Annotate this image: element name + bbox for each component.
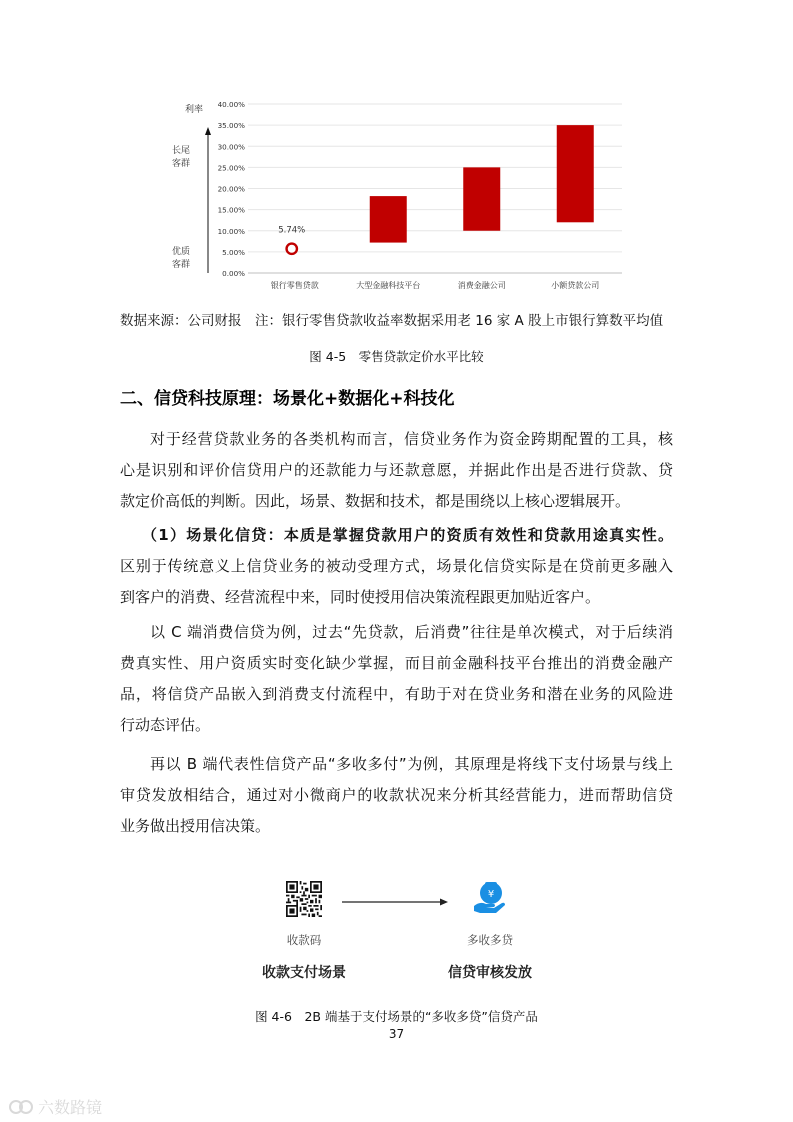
qr-code-icon xyxy=(286,881,322,917)
text-line: 费真实性、用户资质实时变化缺少掌握，而目前金融科技平台推出的消费金融产 xyxy=(120,654,673,672)
y-tick-label: 5.00% xyxy=(222,247,245,257)
y-tick-label: 30.00% xyxy=(217,142,245,152)
text-line: 行动态评估。 xyxy=(120,716,211,734)
svg-text:¥: ¥ xyxy=(487,889,495,900)
watermark-text: 六数路镜 xyxy=(38,1098,103,1117)
text-line: 再以 B 端代表性信贷产品“多收多付”为例，其原理是将线下支付场景与线上 xyxy=(150,755,673,773)
y-tick-label: 15.00% xyxy=(217,205,245,215)
pricing-comparison-chart xyxy=(160,95,630,295)
figure-4-6-caption: 图 4-6 2B 端基于支付场景的“多收多贷”信贷产品 xyxy=(255,1009,538,1024)
paragraph-1 xyxy=(120,424,673,517)
y-tick-label: 35.00% xyxy=(217,121,245,131)
x-tick-label: 银行零售贷款 xyxy=(270,281,319,290)
watermark-logo-icon xyxy=(8,1099,34,1115)
text-line: 对于经营贷款业务的各类机构而言，信贷业务作为资金跨期配置的工具，核 xyxy=(150,430,673,448)
paragraph-4 xyxy=(120,749,673,842)
y-tick-label: 20.00% xyxy=(217,184,245,194)
section-heading: 二、信贷科技原理：场景化+数据化+科技化 xyxy=(120,389,455,409)
paragraph-3 xyxy=(120,617,673,741)
data-point-label: 5.74% xyxy=(278,225,306,236)
text-line: 品，将信贷产品嵌入到消费支付流程中，有助于对在贷业务和潜在业务的风险进 xyxy=(120,685,673,703)
text-line: 以 C 端消费信贷为例，过去“先贷款，后消费”往往是单次模式，对于后续消 xyxy=(150,623,673,641)
figure-4-5-caption: 图 4-5 零售贷款定价水平比较 xyxy=(309,349,484,364)
y-side-label-bottom: 优质 xyxy=(171,247,191,257)
paragraph-2 xyxy=(120,520,673,613)
text-line: 款定价高低的判断。因此，场景、数据和技术，都是围绕以上核心逻辑展开。 xyxy=(120,492,631,510)
qr-code-label: 收款码 xyxy=(286,933,322,947)
text-line: 到客户的消费、经营流程中来，同时使授用信决策流程跟更加贴近客户。 xyxy=(120,588,601,606)
x-tick-label: 大型金融科技平台 xyxy=(356,281,421,290)
x-tick-label: 小额贷款公司 xyxy=(551,281,600,290)
source-note: 数据来源：公司财报 注：银行零售贷款收益率数据采用老 16 家 A 股上市银行算数平均值 xyxy=(120,313,664,329)
y-tick-label: 0.00% xyxy=(222,269,245,278)
text-line: 心是识别和评价信贷用户的还款能力与还款意愿，并据此作出是否进行贷款、贷 xyxy=(120,461,673,479)
x-tick-label: 消费金融公司 xyxy=(457,281,506,290)
page-number: 37 xyxy=(388,1027,405,1041)
y-tick-label: 40.00% xyxy=(217,100,245,109)
y-tick-label: 25.00% xyxy=(217,163,245,173)
range-bar xyxy=(370,196,407,242)
y-axis-title: 利率 xyxy=(184,105,204,115)
range-bar xyxy=(557,125,594,222)
text-line: 业务做出授用信决策。 xyxy=(120,817,271,835)
payment-scene-subtitle: 收款支付场景 xyxy=(262,965,346,981)
data-point-marker xyxy=(287,244,297,254)
credit-review-subtitle: 信贷审核发放 xyxy=(448,965,532,981)
y-side-label-top: 长尾 xyxy=(171,146,191,156)
y-side-label-bottom: 客群 xyxy=(171,260,191,270)
bold-lead-line: （1）场景化信贷：本质是掌握贷款用户的资质有效性和贷款用途真实性。 xyxy=(142,526,673,544)
y-tick-label: 10.00% xyxy=(217,226,245,236)
loan-icon-label: 多收多贷 xyxy=(467,933,513,947)
range-bar xyxy=(463,167,500,230)
y-axis-arrow-head xyxy=(205,127,211,135)
text-line: 审贷发放相结合，通过对小微商户的收款状况来分析其经营能力，进而帮助信贷 xyxy=(120,786,673,804)
watermark xyxy=(8,1095,102,1118)
loan-money-hand-icon xyxy=(472,880,508,916)
text-line: 区别于传统意义上信贷业务的被动受理方式，场景化信贷实际是在贷前更多融入 xyxy=(120,557,673,575)
arrow-right-icon xyxy=(342,896,448,908)
y-side-label-top: 客群 xyxy=(171,159,191,169)
